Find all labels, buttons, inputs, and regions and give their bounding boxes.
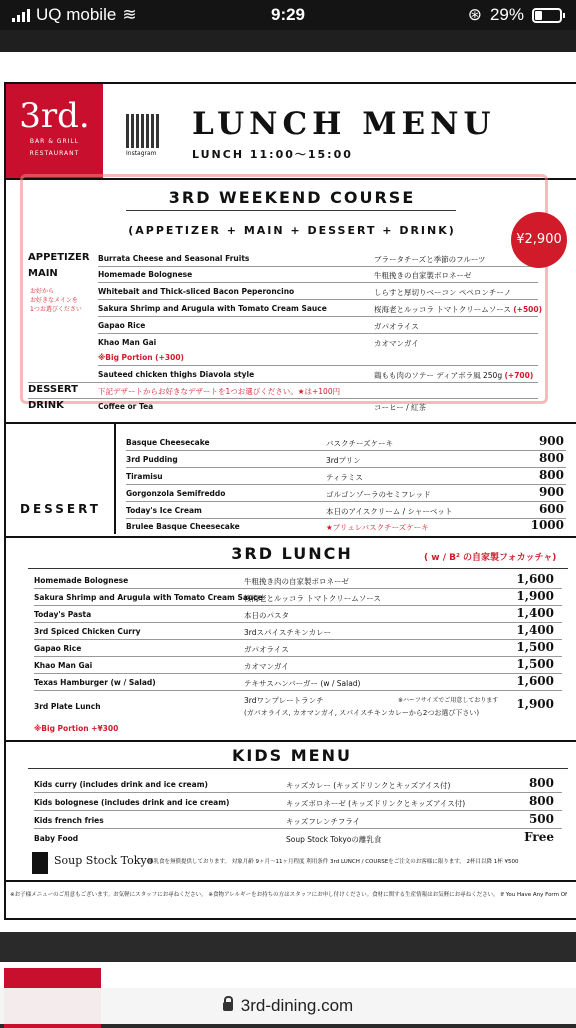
- drink-jp: コーヒー / 紅茶: [374, 403, 426, 412]
- lunch-item-en: 3rd Spiced Chicken Curry: [34, 627, 141, 636]
- lunch-item-en: Texas Hamburger (w / Salad): [34, 678, 156, 687]
- soup-stock-logo-icon: [32, 852, 48, 874]
- dessert-section-label: DESSERT: [20, 502, 101, 516]
- lunch-price: 1,500: [516, 657, 554, 671]
- kids-item-en: Kids curry (includes drink and ice cream): [34, 780, 208, 789]
- lunch-price: 1,400: [516, 606, 554, 620]
- lunch-focaccia-note: ( w / B² の自家製フォカッチャ): [424, 553, 557, 563]
- lunch-hours: LUNCH 11:00～15:00: [192, 148, 353, 161]
- restaurant-logo: 3rd. BAR & GRILL RESTAURANT: [6, 84, 103, 178]
- lunch-item-en: Today's Pasta: [34, 610, 92, 619]
- kids-price: Free: [524, 830, 554, 844]
- label-dessert: DESSERT: [28, 384, 78, 395]
- dessert-price: 900: [538, 485, 564, 499]
- lunch-price: 1,500: [516, 640, 554, 654]
- lunch-item-jp: 3rdワンプレートランチ: [244, 696, 324, 705]
- lunch-item-jp: 桜海老とルッコラ トマトクリームソース: [244, 594, 381, 603]
- main-item-jp: 鶏もも肉のソテー ディアボラ風 250g (+700): [374, 371, 534, 380]
- menu-page[interactable]: [0, 52, 576, 932]
- wifi-icon: ≋: [122, 5, 137, 24]
- lunch-item-jp: 本日のパスタ: [244, 611, 289, 620]
- address-bar[interactable]: [0, 988, 576, 1024]
- dessert-item-jp: 本日のアイスクリーム / シャーベット: [326, 507, 453, 516]
- main-item-en: Homemade Bolognese: [98, 270, 193, 279]
- dessert-price: 800: [538, 451, 564, 465]
- main-item-jp: ガパオライス: [374, 322, 419, 331]
- dessert-item-en: Brulee Basque Cheesecake: [126, 522, 240, 531]
- lunch-item-jp: カオマンガイ: [244, 662, 289, 671]
- course-price-badge: ¥2,900: [511, 212, 567, 268]
- dessert-price: 600: [538, 502, 564, 516]
- dessert-item-en: Gorgonzola Semifreddo: [126, 489, 226, 498]
- lunch-price: 1,600: [516, 572, 554, 586]
- lunch-item-en: Gapao Rice: [34, 644, 82, 653]
- lunch-title: 3RD LUNCH: [231, 544, 353, 563]
- main-note-3: 1つお選びください: [30, 306, 82, 313]
- dessert-item-en: Today's Ice Cream: [126, 506, 202, 515]
- url-text: 3rd-dining.com: [240, 996, 354, 1015]
- battery-icon: [532, 8, 562, 23]
- dessert-note: 下記デザートからお好きなデザートを1つお選びください。★は+100円: [98, 387, 341, 396]
- main-item-en: Khao Man Gai: [98, 338, 157, 347]
- label-appetizer: APPETIZER: [28, 252, 90, 263]
- footer-note: ※お子様メニューのご用意もございます。お気軽にスタッフにお尋ねください。 ※食物アレルギーをお持ちの方はスタッフにお申し付けください。食材に関する生産情報はお気軽にお尋ねください。 If You Have Any Form Of: [10, 892, 567, 898]
- dessert-item-en: Tiramisu: [126, 472, 163, 481]
- appetizer-jp: ブラータチーズと季節のフルーツ: [374, 255, 486, 264]
- lunch-price: 1,900: [516, 589, 554, 603]
- course-title: 3RD WEEKEND COURSE: [168, 188, 416, 207]
- qr-code-icon[interactable]: [126, 114, 160, 148]
- status-bar: [0, 0, 576, 30]
- qr-label: Instagram: [126, 150, 157, 157]
- viewer-background: [0, 30, 576, 52]
- half-size-note: ※ハーフサイズでご用意しております: [398, 697, 499, 704]
- menu-header: [6, 84, 576, 180]
- lock-icon: [223, 1002, 233, 1011]
- main-item-en: Sauteed chicken thighs Diavola style: [98, 370, 255, 379]
- dessert-item-jp: ゴルゴンゾーラのセミフレッド: [326, 490, 431, 499]
- lunch-item-jp: ガパオライス: [244, 645, 289, 654]
- main-note-2: お好きなメインを: [30, 297, 78, 304]
- appetizer-en: Burrata Cheese and Seasonal Fruits: [98, 254, 250, 263]
- kids-item-jp: Soup Stock Tokyoの離乳食: [286, 835, 382, 844]
- lunch-item-jp: 3rdスパイスチキンカレー: [244, 628, 332, 637]
- lunch-item-jp: (ガパオライス, カオマンガイ, スパイスチキンカレーから2つお選び下さい): [244, 709, 480, 717]
- main-item-en: Sakura Shrimp and Arugula with Tomato Cream Sauce: [98, 304, 327, 313]
- dessert-price: 800: [538, 468, 564, 482]
- clock: 9:29: [270, 5, 306, 24]
- lunch-item-en: Homemade Bolognese: [34, 576, 129, 585]
- menu-title: LUNCH MENU: [192, 106, 496, 142]
- kids-item-en: Kids french fries: [34, 816, 104, 825]
- dessert-item-en: Basque Cheesecake: [126, 438, 210, 447]
- dessert-item-jp: ティラミス: [326, 473, 363, 482]
- soup-stock-note: 離乳食を無償提供しております。 対象月齢 9ヶ月〜11ヶ月程度 利用条件 3rd LUNCH / COURSEをご注文のお客様に限ります。 2杯目以降 1杯 ¥500: [148, 859, 519, 865]
- main-note-1: お好から: [30, 288, 55, 295]
- label-drink: DRINK: [28, 400, 64, 411]
- rotation-lock-icon: ⊛: [467, 5, 482, 24]
- kids-item-en: Kids bolognese (includes drink and ice cream): [34, 798, 230, 807]
- dessert-price: 1000: [530, 518, 564, 532]
- main-item-jp: しらすと厚切りベーコン ペペロンチーノ: [374, 288, 512, 297]
- kids-item-jp: キッズフレンチフライ: [286, 817, 361, 826]
- kids-price: 500: [528, 812, 554, 826]
- dessert-item-jp: 3rdプリン: [326, 456, 361, 465]
- drink-en: Coffee or Tea: [98, 402, 154, 411]
- dessert-item-en: 3rd Pudding: [126, 455, 178, 464]
- kids-item-en: Baby Food: [34, 834, 79, 843]
- lunch-item-en: Sakura Shrimp and Arugula with Tomato Cream Sauce: [34, 593, 263, 602]
- big-portion-note: ※Big Portion (+300): [98, 353, 184, 362]
- dessert-price: 900: [538, 434, 564, 448]
- kids-price: 800: [528, 776, 554, 790]
- main-item-en: Whitebait and Thick-sliced Bacon Peperoncino: [98, 287, 295, 296]
- main-item-jp: 牛粗挽きの自家製ボロネーゼ: [374, 271, 472, 280]
- label-main: MAIN: [28, 268, 58, 279]
- kids-title: KIDS MENU: [232, 746, 352, 765]
- carrier: UQ mobile: [36, 5, 117, 24]
- dessert-item-jp: ★ブリュレバスクチーズケーキ: [326, 523, 429, 532]
- soup-stock-brand: Soup Stock Tokyo: [54, 854, 154, 867]
- battery-percent: 29%: [489, 5, 524, 24]
- kids-item-jp: キッズカレー (キッズドリンクとキッズアイス付): [286, 781, 451, 790]
- main-item-en: Gapao Rice: [98, 321, 146, 330]
- dessert-item-jp: バスクチーズケーキ: [326, 439, 394, 448]
- big-portion-note: ※Big Portion +¥300: [34, 724, 119, 733]
- kids-price: 800: [528, 794, 554, 808]
- kids-item-jp: キッズボロネーゼ (キッズドリンクとキッズアイス付): [286, 799, 466, 808]
- lunch-price: 1,600: [516, 674, 554, 688]
- lunch-item-en: 3rd Plate Lunch: [34, 702, 101, 711]
- lunch-price: 1,900: [516, 697, 554, 711]
- lunch-item-en: Khao Man Gai: [34, 661, 93, 670]
- lunch-menu-sheet: [4, 82, 576, 920]
- lunch-item-jp: 牛粗挽き肉の自家製ボロネーゼ: [244, 577, 349, 586]
- lunch-price: 1,400: [516, 623, 554, 637]
- main-item-jp: 桜海老とルッコラ トマトクリームソース (+500): [374, 305, 543, 314]
- course-subtitle: (APPETIZER + MAIN + DESSERT + DRINK): [128, 224, 456, 237]
- lunch-item-jp: テキサスハンバーガー (w / Salad): [244, 679, 361, 688]
- main-item-jp: カオマンガイ: [374, 339, 419, 348]
